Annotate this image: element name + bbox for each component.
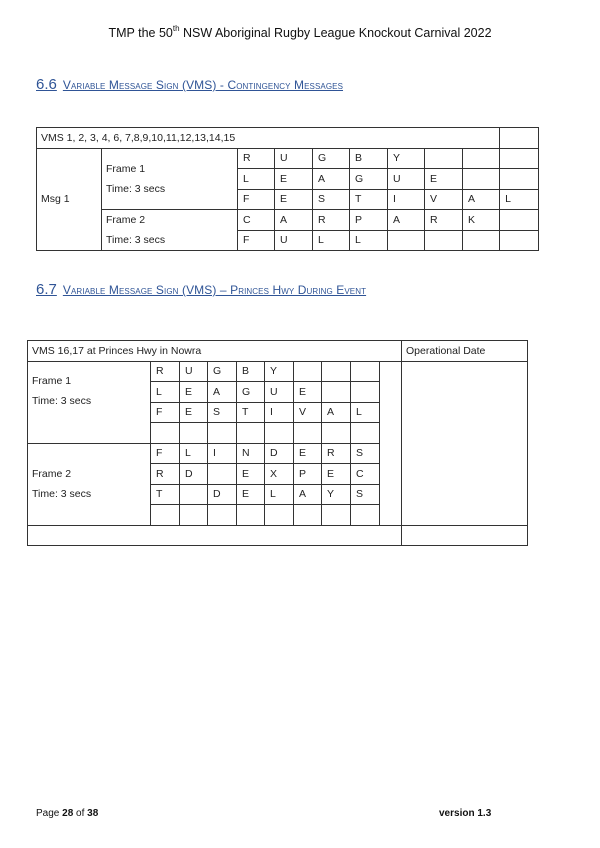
sign-letter-cell bbox=[294, 505, 322, 526]
frame2-time: Time: 3 secs bbox=[106, 234, 166, 246]
frame1-name: Frame 1 bbox=[106, 162, 146, 175]
version-label: version 1.3 bbox=[439, 808, 492, 819]
spacer-cell bbox=[380, 484, 402, 505]
sign-letter-cell: I bbox=[388, 189, 425, 210]
sign-letter-cell: R bbox=[238, 148, 275, 169]
sign-letter-cell bbox=[500, 148, 539, 169]
page-number bbox=[36, 808, 98, 819]
sign-letter-cell bbox=[425, 148, 463, 169]
section-title: Variable Message Sign (VMS) – Princes Hwy During Event bbox=[62, 283, 367, 297]
page-current: 28 bbox=[62, 808, 74, 819]
sign-letter-cell: A bbox=[208, 382, 237, 403]
sign-letter-cell: P bbox=[294, 464, 322, 485]
sign-letter-cell bbox=[351, 382, 380, 403]
spacer-cell bbox=[380, 402, 402, 423]
section-number: 6.6 bbox=[36, 76, 57, 93]
frame1-label bbox=[28, 361, 151, 443]
sign-letter-cell: S bbox=[351, 443, 380, 464]
sign-letter-cell bbox=[151, 505, 180, 526]
sign-letter-cell: B bbox=[237, 361, 265, 382]
sign-letter-cell: E bbox=[294, 382, 322, 403]
sign-letter-cell bbox=[180, 484, 208, 505]
sign-letter-cell: A bbox=[294, 484, 322, 505]
sign-letter-cell bbox=[237, 505, 265, 526]
sign-letter-cell bbox=[425, 230, 463, 251]
sign-letter-cell: D bbox=[208, 484, 237, 505]
sign-letter-cell: A bbox=[275, 210, 313, 231]
sign-letter-cell: E bbox=[294, 443, 322, 464]
sign-letter-cell: R bbox=[151, 464, 180, 485]
spacer-cell bbox=[380, 382, 402, 403]
sign-letter-cell: Y bbox=[322, 484, 351, 505]
sign-letter-cell: P bbox=[350, 210, 388, 231]
sign-letter-cell: Y bbox=[265, 361, 294, 382]
sign-letter-cell bbox=[500, 230, 539, 251]
sign-letter-cell: L bbox=[350, 230, 388, 251]
sign-letter-cell: U bbox=[180, 361, 208, 382]
sign-letter-cell: C bbox=[238, 210, 275, 231]
sign-letter-cell bbox=[500, 210, 539, 231]
sign-letter-cell: T bbox=[151, 484, 180, 505]
sign-letter-cell: U bbox=[275, 230, 313, 251]
section-number: 6.7 bbox=[36, 281, 57, 298]
sign-letter-cell bbox=[237, 423, 265, 444]
vms-contingency-table bbox=[36, 127, 539, 251]
page-total: 38 bbox=[87, 808, 99, 819]
sign-letter-cell bbox=[388, 230, 425, 251]
frame2-label bbox=[28, 443, 151, 525]
sign-letter-cell bbox=[463, 148, 500, 169]
sign-letter-cell: X bbox=[265, 464, 294, 485]
sign-letter-cell: I bbox=[208, 443, 237, 464]
frame1-name: Frame 1 bbox=[32, 374, 72, 387]
sign-letter-cell: U bbox=[265, 382, 294, 403]
sign-letter-cell bbox=[351, 423, 380, 444]
sign-letter-cell bbox=[351, 361, 380, 382]
section-title: Variable Message Sign (VMS) - Contingency Messages bbox=[62, 78, 344, 92]
sign-letter-cell: N bbox=[237, 443, 265, 464]
sign-letter-cell: S bbox=[208, 402, 237, 423]
empty-cell bbox=[500, 128, 539, 149]
sign-letter-cell: R bbox=[151, 361, 180, 382]
spacer-cell bbox=[380, 423, 402, 444]
sign-letter-cell: L bbox=[351, 402, 380, 423]
section-heading-6-7 bbox=[36, 281, 366, 298]
sign-letter-cell: A bbox=[463, 189, 500, 210]
vms-label: VMS 16,17 at Princes Hwy in Nowra bbox=[28, 341, 402, 362]
page-header bbox=[0, 25, 600, 40]
sign-letter-cell: U bbox=[388, 169, 425, 190]
sign-letter-cell: E bbox=[237, 484, 265, 505]
sign-letter-cell: G bbox=[208, 361, 237, 382]
sign-letter-cell: C bbox=[351, 464, 380, 485]
sign-letter-cell bbox=[322, 423, 351, 444]
empty-footer-cell bbox=[402, 525, 528, 546]
sign-letter-cell: E bbox=[237, 464, 265, 485]
header-title-sup: th bbox=[172, 24, 180, 33]
sign-letter-cell bbox=[208, 505, 237, 526]
sign-letter-cell: E bbox=[425, 169, 463, 190]
sign-letter-cell: G bbox=[237, 382, 265, 403]
sign-letter-cell: F bbox=[151, 402, 180, 423]
header-title-post: NSW Aboriginal Rugby League Knockout Carnival 2022 bbox=[179, 26, 492, 41]
sign-letter-cell: L bbox=[238, 169, 275, 190]
spacer-cell bbox=[380, 443, 402, 464]
sign-letter-cell bbox=[180, 505, 208, 526]
sign-letter-cell: D bbox=[180, 464, 208, 485]
spacer-cell bbox=[380, 464, 402, 485]
sign-letter-cell: R bbox=[313, 210, 350, 231]
sign-letter-cell bbox=[265, 505, 294, 526]
vms-princes-hwy-table bbox=[27, 340, 528, 546]
sign-letter-cell: L bbox=[151, 382, 180, 403]
sign-letter-cell: A bbox=[313, 169, 350, 190]
sign-letter-cell: R bbox=[425, 210, 463, 231]
sign-letter-cell: G bbox=[350, 169, 388, 190]
sign-letter-cell bbox=[180, 423, 208, 444]
section-heading-6-6 bbox=[36, 76, 343, 93]
sign-letter-cell bbox=[208, 464, 237, 485]
vms-label: VMS 1, 2, 3, 4, 6, 7,8,9,10,11,12,13,14,15 bbox=[37, 128, 500, 149]
sign-letter-cell: A bbox=[388, 210, 425, 231]
frame1-time: Time: 3 secs bbox=[32, 394, 92, 407]
sign-letter-cell: I bbox=[265, 402, 294, 423]
sign-letter-cell: K bbox=[463, 210, 500, 231]
sign-letter-cell bbox=[151, 423, 180, 444]
sign-letter-cell: L bbox=[313, 230, 350, 251]
sign-letter-cell: E bbox=[180, 382, 208, 403]
sign-letter-cell bbox=[208, 423, 237, 444]
sign-letter-cell bbox=[500, 169, 539, 190]
sign-letter-cell: S bbox=[313, 189, 350, 210]
sign-letter-cell bbox=[294, 361, 322, 382]
sign-letter-cell: T bbox=[350, 189, 388, 210]
frame2-name: Frame 2 bbox=[32, 468, 72, 480]
page-mid: of bbox=[73, 808, 88, 819]
sign-letter-cell: F bbox=[238, 230, 275, 251]
sign-letter-cell: F bbox=[151, 443, 180, 464]
sign-letter-cell: G bbox=[313, 148, 350, 169]
sign-letter-cell: E bbox=[275, 169, 313, 190]
sign-letter-cell bbox=[322, 382, 351, 403]
sign-letter-cell bbox=[463, 169, 500, 190]
sign-letter-cell: T bbox=[237, 402, 265, 423]
sign-letter-cell: Y bbox=[388, 148, 425, 169]
sign-letter-cell bbox=[322, 361, 351, 382]
sign-letter-cell: L bbox=[180, 443, 208, 464]
sign-letter-cell: V bbox=[425, 189, 463, 210]
sign-letter-cell: E bbox=[180, 402, 208, 423]
sign-letter-cell: L bbox=[265, 484, 294, 505]
sign-letter-cell: A bbox=[322, 402, 351, 423]
sign-letter-cell bbox=[463, 230, 500, 251]
sign-letter-cell: D bbox=[265, 443, 294, 464]
sign-letter-cell: F bbox=[238, 189, 275, 210]
empty-footer-cell bbox=[28, 525, 402, 546]
frame2-time: Time: 3 secs bbox=[32, 488, 92, 500]
operational-date-label: Operational Date bbox=[402, 341, 528, 362]
msg-label: Msg 1 bbox=[37, 148, 102, 251]
sign-letter-cell: L bbox=[500, 189, 539, 210]
frame2-label bbox=[102, 210, 238, 251]
frame1-label bbox=[102, 148, 238, 210]
sign-letter-cell: V bbox=[294, 402, 322, 423]
spacer-cell bbox=[380, 361, 402, 382]
sign-letter-cell: U bbox=[275, 148, 313, 169]
sign-letter-cell: R bbox=[322, 443, 351, 464]
spacer-cell bbox=[380, 505, 402, 526]
sign-letter-cell: S bbox=[351, 484, 380, 505]
sign-letter-cell bbox=[322, 505, 351, 526]
sign-letter-cell: E bbox=[322, 464, 351, 485]
header-title-pre: TMP the 50 bbox=[108, 26, 173, 41]
sign-letter-cell bbox=[351, 505, 380, 526]
frame2-name: Frame 2 bbox=[106, 214, 146, 226]
sign-letter-cell bbox=[294, 423, 322, 444]
sign-letter-cell bbox=[265, 423, 294, 444]
page-pre: Page bbox=[36, 808, 63, 819]
frame1-time: Time: 3 secs bbox=[106, 182, 166, 195]
sign-letter-cell: E bbox=[275, 189, 313, 210]
sign-letter-cell: B bbox=[350, 148, 388, 169]
operational-date-cell bbox=[402, 361, 528, 525]
